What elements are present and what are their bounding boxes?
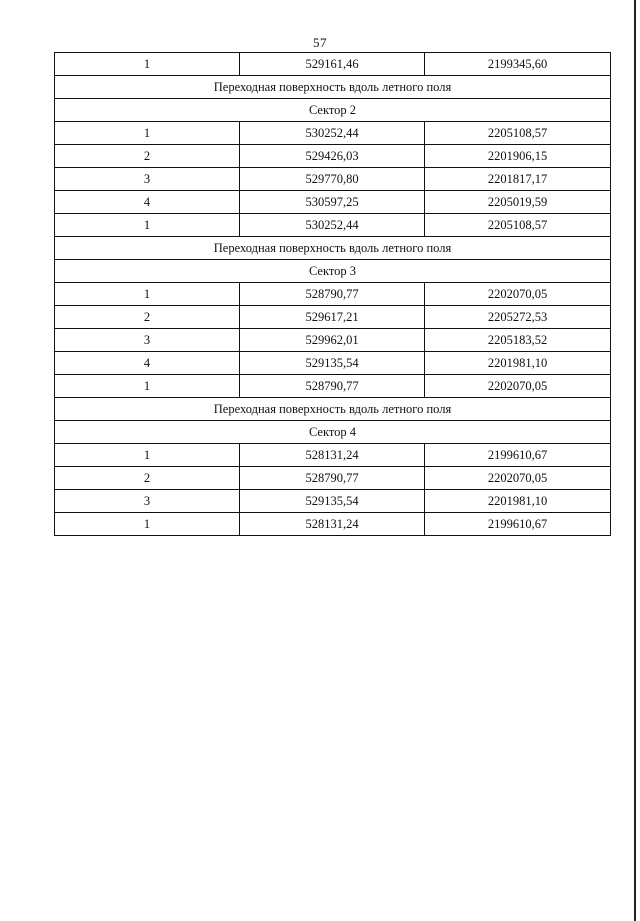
x-coordinate-cell: 529135,54 — [240, 352, 425, 375]
x-coordinate-cell: 528790,77 — [240, 375, 425, 398]
y-coordinate-cell: 2205108,57 — [425, 214, 611, 237]
section-heading: Переходная поверхность вдоль летного поля — [55, 237, 611, 260]
table-row — [55, 168, 611, 191]
table-row — [55, 122, 611, 145]
x-coordinate-cell: 529770,80 — [240, 168, 425, 191]
section-heading-row — [55, 398, 611, 421]
x-coordinate-cell: 529161,46 — [240, 53, 425, 76]
section-heading: Сектор 4 — [55, 421, 611, 444]
y-coordinate-cell: 2201906,15 — [425, 145, 611, 168]
table-row — [55, 214, 611, 237]
y-coordinate-cell: 2199345,60 — [425, 53, 611, 76]
y-coordinate-cell: 2205183,52 — [425, 329, 611, 352]
x-coordinate-cell: 530252,44 — [240, 214, 425, 237]
point-number-cell: 3 — [55, 168, 240, 191]
point-number-cell: 3 — [55, 329, 240, 352]
section-heading: Переходная поверхность вдоль летного поля — [55, 398, 611, 421]
x-coordinate-cell: 528131,24 — [240, 444, 425, 467]
y-coordinate-cell: 2202070,05 — [425, 467, 611, 490]
x-coordinate-cell: 529135,54 — [240, 490, 425, 513]
table-row — [55, 513, 611, 536]
y-coordinate-cell: 2205108,57 — [425, 122, 611, 145]
section-heading-row — [55, 237, 611, 260]
coordinates-table — [54, 52, 611, 536]
x-coordinate-cell: 530252,44 — [240, 122, 425, 145]
y-coordinate-cell: 2205019,59 — [425, 191, 611, 214]
x-coordinate-cell: 529962,01 — [240, 329, 425, 352]
point-number-cell: 1 — [55, 283, 240, 306]
x-coordinate-cell: 529426,03 — [240, 145, 425, 168]
y-coordinate-cell: 2201817,17 — [425, 168, 611, 191]
point-number-cell: 1 — [55, 444, 240, 467]
y-coordinate-cell: 2199610,67 — [425, 513, 611, 536]
table-row — [55, 283, 611, 306]
x-coordinate-cell: 528131,24 — [240, 513, 425, 536]
table-row — [55, 444, 611, 467]
y-coordinate-cell: 2199610,67 — [425, 444, 611, 467]
point-number-cell: 1 — [55, 375, 240, 398]
y-coordinate-cell: 2202070,05 — [425, 375, 611, 398]
section-heading: Сектор 2 — [55, 99, 611, 122]
point-number-cell: 4 — [55, 191, 240, 214]
y-coordinate-cell: 2201981,10 — [425, 490, 611, 513]
table-row — [55, 490, 611, 513]
point-number-cell: 3 — [55, 490, 240, 513]
point-number-cell: 2 — [55, 145, 240, 168]
coordinates-table-body — [55, 53, 611, 536]
y-coordinate-cell: 2201981,10 — [425, 352, 611, 375]
table-row — [55, 329, 611, 352]
y-coordinate-cell: 2202070,05 — [425, 283, 611, 306]
table-row — [55, 53, 611, 76]
section-heading: Сектор 3 — [55, 260, 611, 283]
table-row — [55, 375, 611, 398]
table-row — [55, 145, 611, 168]
point-number-cell: 1 — [55, 122, 240, 145]
x-coordinate-cell: 528790,77 — [240, 283, 425, 306]
point-number-cell: 2 — [55, 467, 240, 490]
point-number-cell: 4 — [55, 352, 240, 375]
point-number-cell: 2 — [55, 306, 240, 329]
table-row — [55, 352, 611, 375]
table-row — [55, 191, 611, 214]
section-heading-row — [55, 260, 611, 283]
y-coordinate-cell: 2205272,53 — [425, 306, 611, 329]
x-coordinate-cell: 530597,25 — [240, 191, 425, 214]
x-coordinate-cell: 529617,21 — [240, 306, 425, 329]
section-heading: Переходная поверхность вдоль летного поля — [55, 76, 611, 99]
section-heading-row — [55, 76, 611, 99]
section-heading-row — [55, 421, 611, 444]
table-row — [55, 467, 611, 490]
page-number: 57 — [313, 35, 327, 50]
point-number-cell: 1 — [55, 53, 240, 76]
point-number-cell: 1 — [55, 513, 240, 536]
table-row — [55, 306, 611, 329]
point-number-cell: 1 — [55, 214, 240, 237]
section-heading-row — [55, 99, 611, 122]
x-coordinate-cell: 528790,77 — [240, 467, 425, 490]
